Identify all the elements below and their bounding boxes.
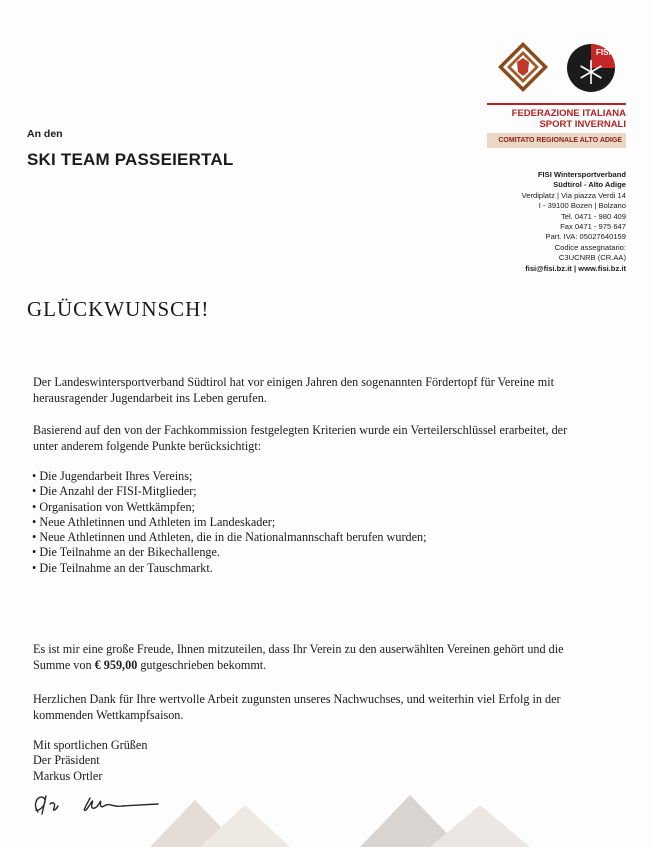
list-item: • Die Teilnahme an der Tauschmarkt.: [32, 560, 213, 575]
south-tyrol-eagle-logo: [498, 42, 548, 92]
addressee-name: SKI TEAM PASSEIERTAL: [27, 150, 234, 169]
list-item: • Die Anzahl der FISI-Mitglieder;: [32, 484, 197, 499]
federation-name: [487, 108, 626, 130]
closing-name: Markus Ortler: [33, 768, 103, 783]
announcement-end: gutgeschrieben bekommt.: [137, 657, 267, 672]
federation-name-line2: SPORT INVERNALI: [539, 119, 626, 130]
fisi-badge-logo: [567, 44, 615, 92]
sender-address: [470, 170, 626, 274]
paragraph-thanks: Herzlichen Dank für Ihre wertvolle Arbeit zugunsten unseres Nachwuchses, und weiterhin viel Erfolg in der kommenden Wettkampfsaison.: [33, 692, 561, 722]
list-item: • Die Jugendarbeit Ihres Vereins;: [32, 469, 193, 483]
street: Verdiplatz | Via piazza Verdi 14: [521, 190, 626, 200]
list-item: • Neue Athletinnen und Athleten im Landeskader;: [32, 514, 276, 529]
city: I - 39100 Bozen | Bolzano: [538, 201, 626, 211]
federation-divider: [487, 103, 626, 105]
closing-greeting: Mit sportlichen Grüßen: [33, 738, 148, 752]
federation-committee: COMITATO REGIONALE ALTO ADIGE: [487, 133, 626, 148]
criteria-list: [32, 469, 427, 576]
code-value: C3UCNRB (CR.AA): [558, 253, 626, 263]
vat-number: Part. IVA: 05027640159: [545, 232, 626, 242]
federation-name-line1: FEDERAZIONE ITALIANA: [511, 108, 626, 119]
list-item: • Organisation von Wettkämpfen;: [32, 499, 195, 514]
code-label: Codice assegnatario:: [554, 242, 626, 252]
letter-heading: GLÜCKWUNSCH!: [27, 297, 210, 321]
closing-block: [33, 738, 147, 784]
list-item: • Die Teilnahme an der Bikechallenge.: [32, 545, 220, 560]
addressee-label: An den: [27, 128, 63, 140]
fax: Fax 0471 - 975 647: [560, 222, 626, 232]
paragraph-criteria: Basierend auf den von der Fachkommission festgelegten Kriterien wurde ein Verteilerschlüssel erarbeitet, der unter anderem folgende Punkte berücksichtigt:: [33, 423, 568, 453]
contact: fisi@fisi.bz.it | www.fisi.bz.it: [525, 263, 626, 273]
fisi-logos: [496, 40, 626, 100]
fisi-badge-text: FISI: [596, 48, 611, 57]
paragraph-announcement: [33, 642, 573, 673]
announcement-start: Es ist mir eine große Freude, Ihnen mitzuteilen, dass Ihr Verein zu den auserwählten Vereinen gehört und die Summe von: [33, 642, 564, 672]
amount: € 959,00: [94, 657, 138, 672]
paragraph-intro: Der Landeswintersportverband Südtirol hat vor einigen Jahren den sogenannten Fördertopf für Vereine mit herausragender Jugendarbeit ins Leben gerufen.: [33, 375, 554, 405]
telephone: Tel. 0471 - 980 409: [560, 211, 626, 221]
closing-title: Der Präsident: [33, 753, 100, 768]
list-item: • Neue Athletinnen und Athleten, die in die Nationalmannschaft berufen wurden;: [32, 530, 427, 545]
org-line2: Südtirol - Alto Adige: [553, 180, 626, 190]
org-line1: FISI Wintersportverband: [537, 170, 626, 179]
mountain-watermark: [0, 790, 652, 847]
